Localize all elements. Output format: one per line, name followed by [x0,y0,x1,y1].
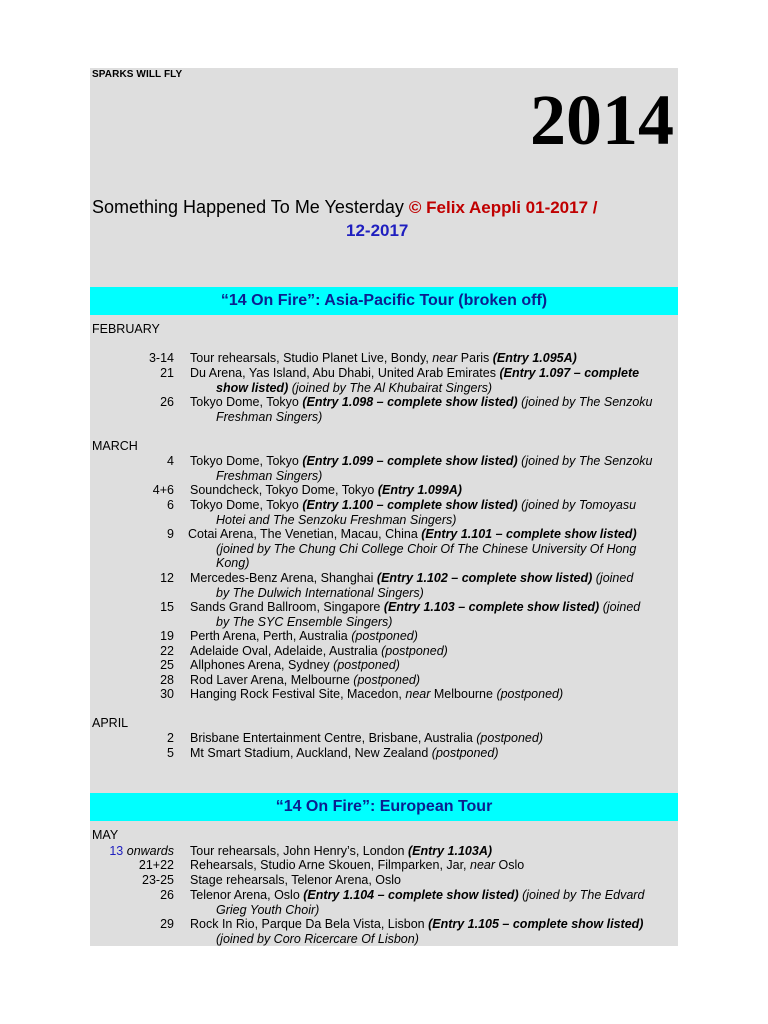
entry-text: Rod Laver Arena, Melbourne (postponed) [190,673,421,687]
entry-date: 12 [160,571,174,585]
entry-text: Rock In Rio, Parque Da Bela Vista, Lisbon (Entry 1.105 – complete show listed) (joined by Coro Ricercare Of Lisbon) [190,917,644,946]
title-main: Something Happened To Me Yesterday [92,197,404,217]
entry-text: Tour rehearsals, Studio Planet Live, Bondy, near Paris (Entry 1.095A) [190,351,577,365]
entry-date: 25 [160,658,174,672]
entry-date: 30 [160,687,174,701]
entry-text: Mercedes-Benz Arena, Shanghai (Entry 1.102 – complete show listed) (joined by The Dulwich International Singers) [190,571,634,600]
entry-date: 13 onwards [109,844,174,858]
entry-date: 5 [167,746,174,760]
entry-date: 23-25 [142,873,174,887]
entry-text: Tour rehearsals, John Henry’s, London (Entry 1.103A) [190,844,493,858]
entry-text: Telenor Arena, Oslo (Entry 1.104 – complete show listed) (joined by The Edvard Grieg Youth Choir) [190,888,645,917]
entry-text: Perth Arena, Perth, Australia (postponed) [190,629,418,643]
title-range: 12-2017 [346,221,409,240]
entry-date: 28 [160,673,174,687]
document-page [90,68,678,946]
month-heading: MAY [92,828,119,842]
entry-date: 26 [160,395,174,409]
entry-text: Brisbane Entertainment Centre, Brisbane, Australia (postponed) [190,731,543,745]
entry-date: 21+22 [138,858,174,872]
entry-text: Cotai Arena, The Venetian, Macau, China (Entry 1.101 – complete show listed) (joined by The Chung Chi College Choir Of The Chinese University Of Hong Kong) [188,527,637,570]
entry-date: 3-14 [148,351,174,365]
section-heading-european-tour: “14 On Fire”: European Tour [90,793,678,821]
title-copyright: © Felix Aeppli 01-2017 / [408,198,598,217]
entry-date: 19 [160,629,174,643]
month-heading: FEBRUARY [92,322,160,336]
running-head: SPARKS WILL FLY [92,69,183,80]
entry-date: 2 [167,731,174,745]
entry-text: Tokyo Dome, Tokyo (Entry 1.098 – complete show listed) (joined by The Senzoku Freshman Singers) [190,395,653,424]
month-heading: MARCH [92,439,138,453]
entry-text: Tokyo Dome, Tokyo (Entry 1.100 – complete show listed) (joined by Tomoyasu Hotei and The Senzoku Freshman Singers) [190,498,637,527]
entry-text: Tokyo Dome, Tokyo (Entry 1.099 – complete show listed) (joined by The Senzoku Freshman Singers) [190,454,653,483]
entry-date: 22 [160,644,174,658]
document-title [92,196,676,242]
entry-date: 26 [160,888,174,902]
month-heading: APRIL [92,716,129,730]
entry-text: Mt Smart Stadium, Auckland, New Zealand (postponed) [190,746,499,760]
entry-text: Sands Grand Ballroom, Singapore (Entry 1.103 – complete show listed) (joined by The SYC Ensemble Singers) [190,600,641,629]
section-heading-asia-pacific: “14 On Fire”: Asia-Pacific Tour (broken off) [90,287,678,315]
entry-text: Soundcheck, Tokyo Dome, Tokyo (Entry 1.099A) [190,483,462,497]
entry-text: Rehearsals, Studio Arne Skouen, Filmparken, Jar, near Oslo [190,858,525,872]
entry-date: 21 [160,366,174,380]
entry-text: Stage rehearsals, Telenor Arena, Oslo [190,873,402,887]
entry-text: Allphones Arena, Sydney (postponed) [190,658,400,672]
entry-date: 29 [160,917,174,931]
entry-date: 4+6 [152,483,174,497]
entry-text: Adelaide Oval, Adelaide, Australia (postponed) [190,644,448,658]
entry-text: Hanging Rock Festival Site, Macedon, near Melbourne (postponed) [190,687,564,701]
entry-date: 15 [160,600,174,614]
year-heading: 2014 [530,80,674,160]
entry-date: 4 [167,454,174,468]
entry-date: 9 [167,527,174,541]
entry-text: Du Arena, Yas Island, Abu Dhabi, United Arab Emirates (Entry 1.097 – complete show listed) (joined by The Al Khubairat Singers) [190,366,640,395]
entry-date: 6 [167,498,174,512]
